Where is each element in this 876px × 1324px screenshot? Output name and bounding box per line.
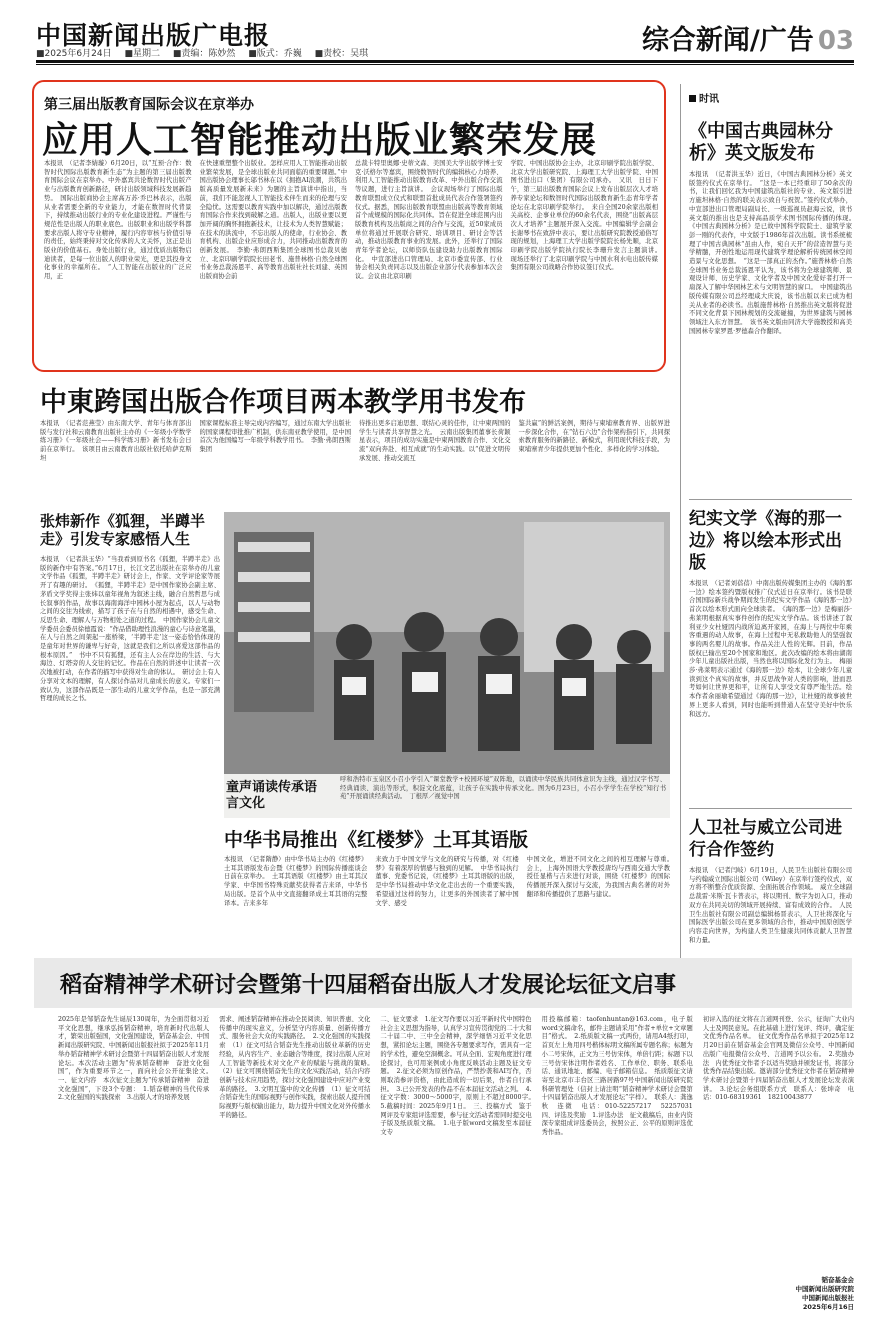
left-story (40, 512, 220, 952)
notice-signature (703, 1276, 854, 1312)
section-name: 综合新闻/广告 (641, 25, 814, 56)
issue-editor: ■责编：陈妙然 (172, 49, 236, 59)
notice-column: 2025年是邹韬奋先生诞辰130周年，为全面贯彻习近平文化思想，继承弘扬韬奋精神，培育新时代出版人才，繁荣出版强国，文化强国建设，韬奋基金会、中国新闻出版研究院、中国新闻出版报社拟于2025年11月举办韬奋精神学术研讨会暨第十四届韬奋出版人才发展论坛。本次活动主题为“传承韬奋精神 奋进文化强国”，作为重要环节之一，面向社会公开征集论文。 一、征文内容 本次征文主题为“传承韬奋精神 奋进文化强国”，下设3个专题： 1.韬奋精神的当代传承 2.文化强国的实践探索 3.出版人才的培养发展 (58, 1016, 216, 1102)
lead-headline: 应用人工智能推动出版业繁荣发展 (42, 120, 598, 161)
news-photo (224, 512, 670, 774)
story-column: 鉴共赢”的鲜活案例，期待与柬埔寨教育界、出版界进一步深化合作，在“钻石六边”合作架构指引下，共同探索教育服务的新路径、新模式，利用现代科技手段，为柬埔寨青少年提供更加个性化、多样化的学习体验。 (518, 420, 670, 454)
notice-column-last (703, 1016, 854, 1312)
lead-column: 在快速重塑整个出版业。怎样应用人工智能推动出版业繁荣发展，是全球出版业共同面临的重要课题。”中国出版协会理事长邬书林在以《拥抱AI浪潮，共筑出版高质量发展新未来》为题的主旨演讲中指出，当前，我们不能忽视人工智能技术伴生而来的伦理与安全隐忧。这需要以教育实践中加以解决，通过出版教育国际合作来找到破解之道。出版人，出版业要以更加开阔的胸怀拥抱新技术，让技术为人类智慧赋能；在技术的洪流中，不忘出版人的使命，行业协会、教育机构、出版企业应形成合力，共同推动出版教育的创新发展。 李勤·弗朗西斯集团全球图书总裁贝德立、北京印刷学院院长田老书、施普林格·自然全球图书业务总裁汤恩平、高等教育出版社社长刘建、英国出版商协会前 (199, 160, 347, 281)
newspaper-logo: 中国新闻出版广电报 (36, 21, 271, 50)
sidebar-body: 本报讯 （记者洪玉华）近日，《中国古典园林分析》英文版签约仪式在京举行。 “这是一本已经重印了50余次的书，让我们回忆我为中国建筑出版社的专业、英文版引进方施坦林格·自然的联关表示致自与祝贺。”签约仪式举办，中宣部进出口管理局副局长、一级巡视员赵海云说，读书英文版的推出也是支持高品质学术图书国际传播的体现。 《中国古典园林分析》是已故中国科学院院士、建筑学家彭一刚的代表作，中文版于1986年首次出版。读书系统梳理了中国古典园林“虽由人作，宛自天开”的营造智慧与美学精髓，开创性地运用现代建筑学理论解析传统园林空间造景与文化思想。 “这是一部真正的杰作。”施普林格·自然全球图书业务总裁汤恩平认为，该书将为全球建筑师、景观设计师、历史学家、文化学者及中国文化爱好者打开一扇深入了解中华园林艺术与文明智慧的窗口。 中国建筑出版传媒有限公司总经理咸大庆说，该书出版以来已成为相关从业者的必读书。出版施普林格·自然推出英文版将促进不同文化背景下园林规划的交流碰撞，为世界建筑与园林领域注入东方智慧。 该书英文版由同济大学施教授和高美国园林专家罗恩·罗德森合作翻译。 (689, 171, 859, 335)
story-column: 本报讯 （记者隋静）由中华书局主办的《红楼梦》土耳其语版发布会暨《红楼梦》的国际传播座谈会日前在京举办。 土耳其语版《红楼梦》由土耳其汉学家、中华国书特殊贡献奖获得者吉来译，中华书局出版。是首个从中文直接翻译成土耳其语的完整译本。吉来多年 (224, 856, 368, 907)
sidebar-headline: 纪实文学《海的那一边》将以绘本形式出版 (689, 509, 842, 573)
story-headline: 中東跨国出版合作项目两本教学用书发布 (40, 387, 526, 418)
issue-layout: ■版式：乔巍 (248, 49, 302, 59)
sidebar-body: 本报讯 （记者闫岐）6月19日，人民卫生出版社有限公司与约翰威立国际出版公司（Wiley）在京举行签约仪式，双方将不断整合优质资源、全面拓展合作领域。 威立全球副总裁雷·米斯·瓦卡普表示，将以期刊、数字为切入口，推动双方在共同关切的领域开展持续、富有成效的合作。 人民卫生出版社有限公司副总编辑杨晋表示，人卫社将深化与国际医学出版公司在更多领域的合作，推动中国原创医学内容走向世界，为构建人类卫生健康共同体贡献人卫智慧和力量。 (689, 867, 852, 944)
sidebar-news (680, 84, 859, 959)
notice-body (58, 1016, 854, 1312)
sidebar-headline: 人卫社与威立公司进行合作签约 (689, 818, 842, 860)
story-column: 本报讯 （记者范燕莹）由东南大学、青年与体育部出版与发行社和云南教育出版社主办的《一年级小学数学练习册》《一年级社会——科学练习册》新书发布会日前在京举行。 该项目由云南教育出版社依托哈萨克斯坦 (40, 420, 192, 462)
notice-column: 二、征文要求 1.征文写作要以习近平新时代中国特色社会主义思想为指导，认真学习宣传贯彻党的二十大和二十届二中、三中全会精神，深学细悟习近平文化思想，紧扣论坛主题，围绕各专题要求写作，需具有一定的学术性，避免空洞概念。可从全面、宏观角度进行理论探讨，也可用案例或小角度反映活动主题及征文专题。 2.征文必须为原创作品，严禁抄袭和AI写作，否则取消参评资格，由此造成的一切后果，作者自行承担。 3.已公开发表的作品不在本届征文活动之列。 4.征文字数：3000～5000字，原则上不超过8000字。 5.截稿时间：2025年9月1日。 三、投稿方式 鉴于网评及专家组评选需要，参与征文活动者需同时提交电子版及纸质版文稿。 1.电子版word文稿发至本届征文专 (380, 1016, 538, 1137)
divider (689, 808, 852, 809)
story-column: 来致力于中国文学与文化的研究与传播，对《红楼梦》有着深厚的情感与独到的见解。 中华书局执行董事、党委书记说，《红楼梦》土耳其语版的出版，是中华书局推动中华文化走出去的一个重要实践，希望通过这样的努力，让更多的外国读者了解中国文学、感受 (375, 856, 519, 907)
story-body: 本报讯 （记者洪玉华）“当我看到原书名《狐狸，半蹲半走》出版的新作中有答案。”6月17日，长江文艺出版社在京举办的儿童文学作品《狐狸，半蹲半走》研讨会上，作家、文学评论家等展开了有趣的研讨。 《狐狸，半蹲半走》是中国作家协会副主席、茅盾文学奖得主张炜以童年视角为叙述主线，融合自然哲思与成长叙事的作品，故事以海南海洋中园林小屋为起点，以人与动物之间的交往为线索，描写了孩子在与自然的相遇中，感受生命、反思生命、理解人与万物相处之道的过程。 中国作家协会儿童文学委员会委员徐德霞说：“作品借助理性浪漫的童心与诗意笔墨，在人与自然之间架起一座桥梁，‘半蹲半走’这一姿态恰恰体现的是童年对世界的谦卑与好奇，这就是我们之所以喜爱这部作品的根本原因。” 书中不只有狐狸，还有主人公在岸边的生活、与大海边、灯塔旁的人交往的记忆。作品在自然的讲述中让读者一次次地被打动，在作者的描写中获得对生命的体认。 研讨会上有人分享对文本的理解，有人探讨作品对儿童成长的意义。专家们一致认为，这部作品既是一部生动的儿童文学作品，也是一部充满哲理的成长之书。 (40, 556, 220, 703)
photo-caption: 呼和浩特市玉泉区小召小学引入“课堂教学+校园环境”双阵地，以诵读中华民族共同体意识为主线，通过汉字书写、经典诵读、演出等形式，积淀文化底蕴，让孩子在实践中传承文化。图为6月23日，小召小学学生在学校“知行书苑”开展诵读经典活动。 丁根厚／视觉中国 (340, 776, 666, 801)
issue-proofreader: ■责校：吴琪 (314, 49, 369, 59)
story-column: 中国文化，增进不同文化之间的相互理解与尊重。 会上，上海外国语大学教授唐均与西南交通大学教授任显楷与吉来进行对谈，围绕《红楼梦》的国际传播展开深入探讨与交流，为我国古典名著的对外翻译和传播提供了思路与建议。 (526, 856, 677, 898)
story-headline: 中华书局推出《红楼梦》土耳其语版 (224, 829, 529, 851)
story-column: 国家课程标准主导完成内容编写，通过东南大学出版社的国家课程审批推广机制，供东南亚教学使用，是中国首次为他国编写一年级学科教学用书。 李勤·弗朗西斯集团 (199, 420, 351, 454)
page-number: 03 (817, 26, 854, 56)
lead-kicker: 第三届出版教育国际会议在京举办 (44, 97, 254, 113)
notice-column: 初评入选的征文将在言道网刊登、公示，征询广大业内人士及网民意见。在此基础上进行复评、终评，确定征文优秀作品名单。 征文优秀作品名单拟于2025年12月20日前在韬奋基金会官网及微信公众号、中国新闻出版广电报微信公众号、言道网予以公布。 2.奖励办法 内优秀征文作者予以适当奖励并颁发证书，将部分优秀作品结集出版。邀请部分优秀征文作者在韬奋精神学术研讨会暨第十四届韬奋出版人才发展论坛发表演讲。 3.论坛会务组联系方式 联系人：张坤奇 电话：010-68319361 18210043877 (702, 1016, 855, 1102)
sidebar-section-label: 时讯 (689, 90, 852, 105)
notice-column: 用投稿邮箱：taofenhuntan@163.com，电子版word文稿命名，邮件主题请采用“作者+单位+文章题目”格式。 2.纸质版文稿一式两份，请用A4纸打印，首页左上角用四号楷体标明文稿所属专题名称；标题为小二号宋体，正文为三号仿宋体，单倍行距；标题下以三号仿宋体注明作者姓名、工作单位、职务、联系电话、通讯地址、邮编、电子邮箱信息。 纸质版征文请寄至北京市丰台区三路居路97号中国新闻出版研究院科研管理处（信封上请注明“韬奋精神学术研讨会暨第十四届韬奋出版人才发展论坛”字样）。 联系人：龚逸秋 连微 电话：010-52257217 52257031 四、评选及奖励 1.评选办法 征文截稿后，由业内资深专家组成评选委员会，按照公正、公平的原则评选优秀作品。 (541, 1016, 700, 1137)
masthead-rule-thin (36, 64, 854, 65)
signer: 韬奋基金会 (821, 1276, 855, 1284)
sidebar-headline: 《中国古典园林分析》英文版发布 (689, 121, 833, 164)
story-headline: 张炜新作《狐狸，半蹲半走》引发专家感悟人生 (40, 512, 206, 548)
issue-date: ■2025年6月24日 (36, 49, 112, 59)
story-body (40, 420, 670, 510)
issue-meta (36, 46, 378, 59)
story-body (224, 856, 677, 956)
lead-body (44, 160, 665, 366)
signer: 中国新闻出版研究院 (795, 1285, 855, 1293)
divider (689, 499, 852, 500)
section-header (642, 18, 854, 57)
issue-weekday: ■星期二 (124, 49, 160, 59)
notice-column: 需求、阐述韬奋精神在推动全民阅读、知识普惠、文化传播中的现实意义，分析坚守内容质量、创新传播方式、服务社会大众的实践路径。 2.文化强国的实践探索 （1）征文可结合韬奋先生推动出版业革新的历史经验，从内容生产、业态融合等维度，探讨出版人应对人工智能等新技术对文化产业的赋能与挑战的策略。 （2）征文可围绕韬奋先生的文化实践活动，结合内容创新与技术应用趋势，探讨文化强国建设中应对产业变革的路径。 3.文明互鉴中的文化传播 （1）征文可结合韬奋先生的国际视野与创作实践，探索出版人提升国际视野与版权输出能力，助力提升中国文化对外传播水平的路径。 (219, 1016, 377, 1119)
signer: 中国新闻出版报社 (802, 1294, 855, 1302)
signer-date: 2025年6月16日 (802, 1303, 855, 1311)
lead-column: 学院、中国出版协会主办，北京印刷学院出版学院、北京大学出版研究院、上海理工大学出版学院、中国图书进出口（集团）有限公司承办。 又讯 日日下午，第三届出版教育国际会议上发布出版层次人才培养专家论坛和数智时代国际出版教育新生态青年学者论坛在北京印刷学院举行。 来自全国20余家出版相关高校、企事业单位的60余名代表，围绕“出版高层次人才培养”主题展开深入交流。中国编辑学会副会长谢琴书在致辞中表示，要让出版研究院教授通俗写现的规划，上海理工大学出版学院院长杨先顺，北京印刷学院出版学院执行院长李珊升发言主题演讲。 现场还举行了北京印刷学院与中国水利水电出版传媒集团有限公司战略合作协议签订仪式。 (510, 160, 665, 272)
notice-headline: 稻奋精神学术研讨会暨第十四届稻奋出版人才发展论坛征文启事 (60, 973, 677, 998)
lead-column: 本报讯 （记者李婧璇）6月20日，以“互预·合作：数智时代国际出版教育新生态”为主题的第三届出版教育国际会议在京举办。中外嘉宾共论数智时代出版产业与出版教育创新路径，研讨出版领域科技发展新趋势。 国际出版商协会主席高万苏·乔巴林表示，出版从业者需要全新的专业能力，才能在数智时代背景下，持续推动出版行业的专业化建设进程。严谨性与规范性是出版人的职业底色。出版职业和出版学科都要求出版人将守专业精神，履行内容审核与价值引导的责任，始终秉持对文化传承的人文关怀，这正是出版业的价值基石。身处出版行业，通过优质出版物启迪读者，是每一位出版人的职业荣光，更是其投身文化事业的幸福所在。 “人工智能在出版业的广泛应用，正 (44, 160, 192, 281)
masthead-rule (36, 60, 854, 63)
photo-caption-title: 童声诵读传承语言文化 (226, 780, 318, 811)
lead-column: 总裁卡特里奥娜·史蒂文森、美国美大学出版学博士安克·沃格尔等嘉宾，围绕数智时代的编辑核心力培养、利用人工智能推动出版教育改革、中外出版合作交流等议题，进行主旨演讲。 会议现场举行了国际出版教育联盟成立仪式和联盟首批成员代表合作签署签约仪式。据悉，国际出版教育联盟由出版高等教育领域首个成规模的国际化共同体。旨在促进全球范围内出版教育机构及出版商之间的合作与交流，近50家成员单位将通过开展联合研究、培训项目、研讨会等活动，推动出版教育事业的发展。此外，还举行了国际青年学者论坛，以师资队伍建设助力出版教育国际化。 中宣部进出口管理局、北京市委宣传部、行业协会相关负责同志以及出版企业部分代表参加本次会议。会议由北京印刷 (355, 160, 503, 281)
story-column: 待推出更多启迪思想、联结心灵的佳作，让中柬两国的学生与读者共享智慧之光。 云南出版集团董事长荷颖星表示，项目的成功实施是中柬两国教育合作、文化交流“双向奔赴、相互成就”的生动实践。以“促进文明传承发展、推动交流互 (359, 420, 511, 462)
classroom-photo (224, 512, 670, 774)
sidebar-body: 本报讯 （记者刘蓓蓓）中南出版传媒集团主办的《海的那一边》绘本签约暨版权推广仪式近日在京举行。该书是联合国国际新兵战争期间发生的纪实文学作品《海的那一边》首次以绘本形式面向全球读者。 《海的那一边》是梅丽莎·弗莱明根据真实事件创作的纪实文学作品。该书讲述了叙利亚少女杜娅因内战所迫离开家园，在海上与两位中年乘客重遇的动人故事，在海上过程中无私救助他人的坚强叙事的两名婴儿的故事。作品关注人性的光辉。目前，作品版权已输出至20个国家和地区。此次改编的绘本将由湖南少年儿童出版社出版，当然也将以国际化发行为主。 梅丽莎·弗莱明表示通过《海的那一边》绘本，让全球少年儿童读到这个真实的故事，并反思战争对人类的影响，进而思考如何让世界更和平，让所有人享受文有尊严地生活。绘本作者余丽瑜希望通过《海的那一边》，让杜娅的故事被世界上更多人看到，同时也能听到普通人在坚守美好中快乐和远方。 (689, 580, 852, 718)
